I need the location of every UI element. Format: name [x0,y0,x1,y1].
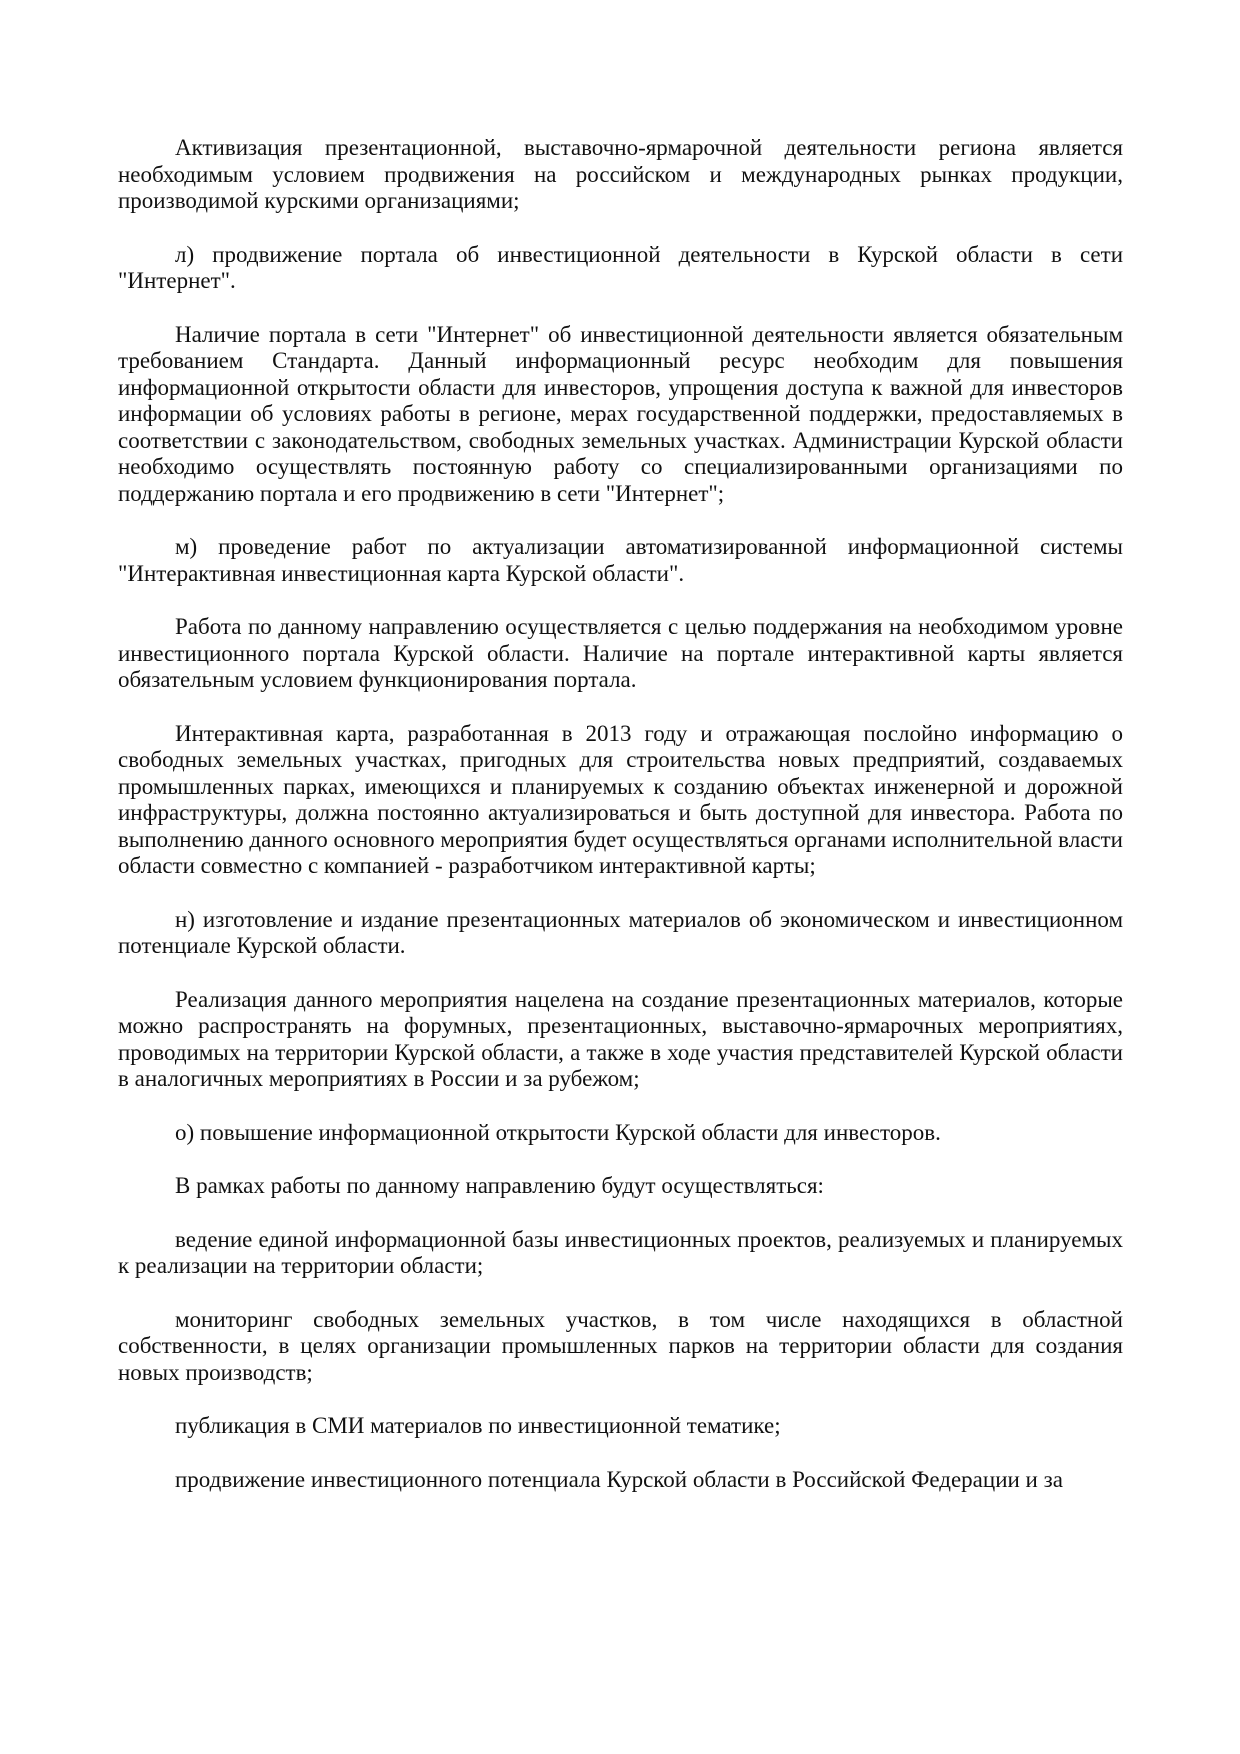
paragraph-portal-maintenance: Работа по данному направлению осуществляется с целью поддержания на необходимом уровне инвестиционного портала Курской области. Наличие на портале интерактивной карты является обязательным условием функционирования портала. [118,614,1123,692]
paragraph-exhibition-activity: Активизация презентационной, выставочно-ярмарочной деятельности региона является необходимым условием продвижения на российском и международных рынках продукции, производимой курскими организациями; [118,135,1123,213]
paragraph-item-m-heading: м) проведение работ по актуализации автоматизированной информационной системы "Интерактивная инвестиционная карта Курской области". [118,534,1123,586]
paragraph-item-o-heading: о) повышение информационной открытости Курской области для инвесторов. [175,1119,941,1145]
paragraph-land-monitoring: мониторинг свободных земельных участков, в том числе находящихся в областной собственности, в целях организации промышленных парков на территории области для создания новых производств; [118,1306,1123,1385]
paragraph-potential-promotion: продвижение инвестиционного потенциала Курской области в Российской Федерации и за [175,1466,1063,1492]
paragraph-item-l-heading: л) продвижение портала об инвестиционной деятельности в Курской области в сети "Интернет". [118,241,1123,293]
paragraph-projects-database: ведение единой информационной базы инвестиционных проектов, реализуемых и планируемых к реализации на территории области; [118,1226,1123,1278]
paragraph-work-intro: В рамках работы по данному направлению будут осуществляться: [175,1173,824,1198]
paragraph-interactive-map: Интерактивная карта, разработанная в 2013 году и отражающая послойно информацию о свободных земельных участках, пригодных для строительства новых предприятий, создаваемых промышленных парках, имеющихся и планируемых к созданию объектах инженерной и дорожной инфраструктуры, должна постоянно актуализироваться и быть доступной для инвестора. Работа по выполнению данного основного мероприятия будет осуществляться органами исполнительной власти области совместно с компанией - разработчиком интерактивной карты; [118,720,1123,878]
document-page [118,135,1123,1520]
paragraph-presentation-materials: Реализация данного мероприятия нацелена на создание презентационных материалов, которые можно распространять на форумных, презентационных, выставочно-ярмарочных мероприятиях, проводимых на территории Курской области, а также в ходе участия представителей Курской области в аналогичных мероприятиях в России и за рубежом; [118,986,1123,1091]
paragraph-portal-requirement: Наличие портала в сети "Интернет" об инвестиционной деятельности является обязательным требованием Стандарта. Данный информационный ресурс необходим для повышения информационной открытости области для инвесторов, упрощения доступа к важной для инвесторов информации об условиях работы в регионе, мерах государственной поддержки, предоставляемых в соответствии с законодательством, свободных земельных участках. Администрации Курской области необходимо осуществлять постоянную работу со специализированными организациями по поддержанию портала и его продвижению в сети "Интернет"; [118,321,1123,506]
paragraph-item-n-heading: н) изготовление и издание презентационных материалов об экономическом и инвестиционном потенциале Курской области. [118,906,1123,958]
paragraph-media-publication: публикация в СМИ материалов по инвестиционной тематике; [175,1413,781,1438]
